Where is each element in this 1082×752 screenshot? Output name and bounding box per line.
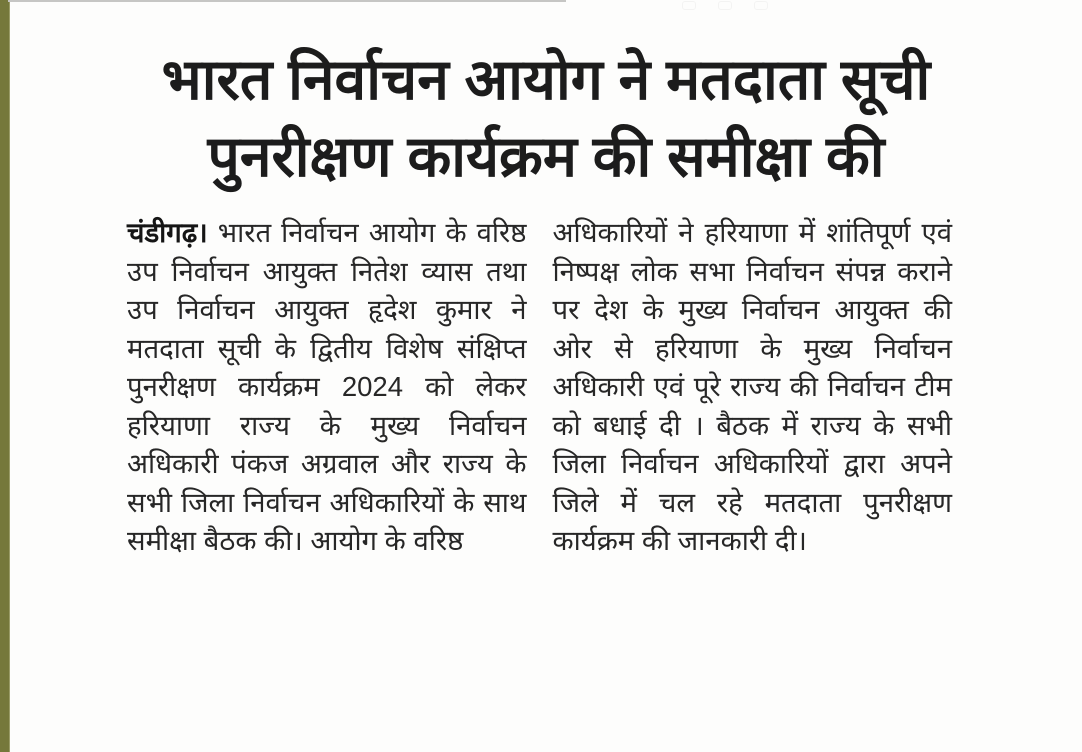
column-left: [127, 214, 527, 561]
column-left-text: भारत निर्वाचन आयोग के वरिष्ठ उप निर्वाचन आयुक्त नितेश व्यास तथा उप निर्वाचन आयुक्त हृदेश कुमार ने मतदाता सूची के द्वितीय विशेष संक्षिप्त पुनरीक्षण कार्यक्रम 2024 को लेकर हरियाणा राज्य के मुख्य निर्वाचन अधिकारी पंकज अग्रवाल और राज्य के सभी जिला निर्वाचन अधिकारियों के साथ समीक्षा बैठक की। आयोग के वरिष्ठ: [127, 217, 527, 556]
dateline: चंडीगढ़।: [127, 217, 208, 248]
article-body: [127, 214, 952, 561]
article-clip: [10, 0, 1082, 752]
column-right-text: अधिकारियों ने हरियाणा में शांतिपूर्ण एवं निष्पक्ष लोक सभा निर्वाचन संपन्न कराने पर देश के मुख्य निर्वाचन आयुक्त की ओर से हरियाणा के मुख्य निर्वाचन अधिकारी एवं पूरे राज्य की निर्वाचन टीम को बधाई दी । बैठक में राज्य के सभी जिला निर्वाचन अधिकारियों द्वारा अपने जिले में चल रहे मतदाता पुनरीक्षण कार्यक्रम की जानकारी दी।: [552, 217, 952, 556]
headline-line-2: पुनरीक्षण कार्यक्रम की समीक्षा की: [207, 125, 885, 189]
article-headline: [70, 42, 1022, 196]
headline-line-1: भारत निर्वाचन आयोग ने मतदाता सूची: [161, 48, 931, 112]
column-right: [553, 214, 953, 561]
left-border-bar: [0, 0, 10, 752]
